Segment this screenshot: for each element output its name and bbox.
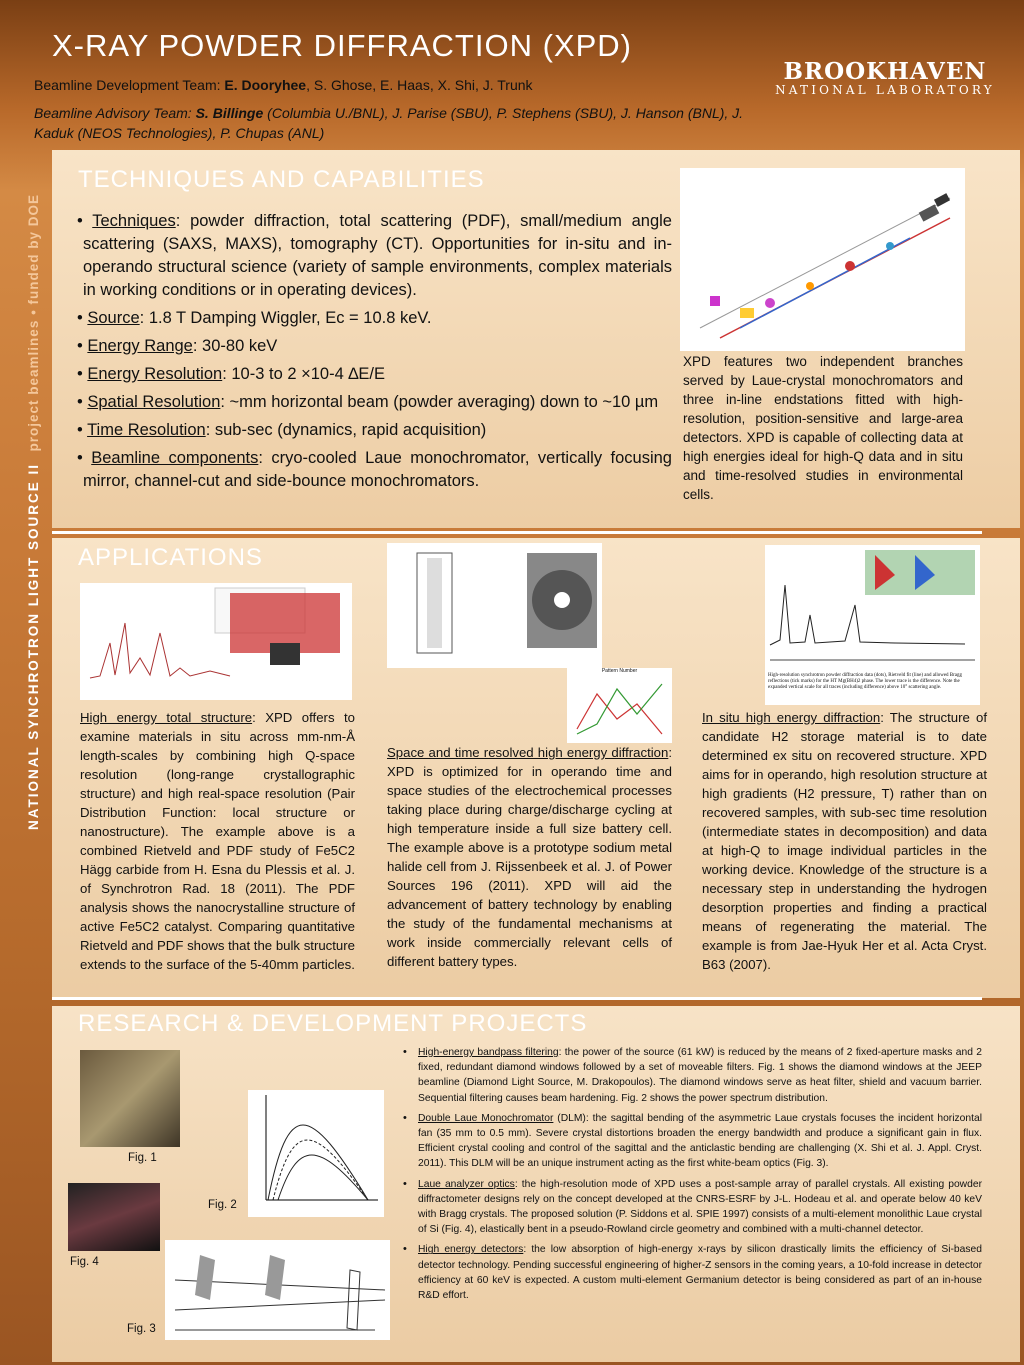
- rietveld-caption: High-resolution synchrotron powder diffraction data (dots), Rietveld fit (line) and allowed Bragg reflections (tick marks) for the HT Mg(BH4)2 phase. The lower trace is the difference. Note the expanded vertical scale for all traces (including difference) above 10° scattering angle.: [768, 673, 963, 690]
- fig3-diagram: [165, 1240, 390, 1340]
- item-label: Energy Resolution: [87, 365, 223, 383]
- pdf-fit-figure: [80, 583, 352, 700]
- techniques-title: TECHNIQUES AND CAPABILITIES: [78, 166, 485, 193]
- fig2-plot: [248, 1090, 384, 1217]
- list-item: • Energy Resolution: 10-3 to 2 ×10-4 ∆E/E: [77, 365, 386, 383]
- divider: [52, 531, 982, 534]
- list-item: • Beamline components: cryo-cooled Laue monochromator, vertically focusing mirror, channel-cut and side-bounce monochromators.: [77, 449, 672, 490]
- item-label: High energy detectors: [418, 1244, 524, 1256]
- col3-label: In situ high energy diffraction: [702, 710, 881, 725]
- col3-body: : The structure of candidate H2 storage material is to date determined ex situ on recovered structure. XPD aims for in operando, high resolution structure at high gradients (H2 pressure, T) rather than on recovered samples, with sub-sec time resolution (intermediate states in decomposition) and data at high-Q to image individual particles in the working device. Knowledge of the structure is a necessary step in understanding the hydrogen desorption properties and finding a practical means of regenerating the material. The example is from Jae-Hyuk Her et al. Acta Cryst. B63 (2007).: [702, 710, 987, 972]
- dev-team-label: Beamline Development Team:: [34, 77, 221, 93]
- list-item: [418, 1045, 982, 1106]
- item-text: : powder diffraction, total scattering (PDF), small/medium angle scattering (SAXS, MAXS), tomography (CT). Opportunities for in-situ and in-operando structural science (variety of sample environments, complex materials in working conditions or in operating devices).: [83, 212, 672, 299]
- list-item: • Time Resolution: sub-sec (dynamics, rapid acquisition): [77, 421, 487, 439]
- rd-list: [418, 1045, 982, 1308]
- fig1-label: Fig. 1: [128, 1152, 157, 1164]
- list-item: [418, 1111, 982, 1172]
- brookhaven-logo: [770, 58, 1000, 98]
- list-item: • Source: 1.8 T Damping Wiggler, Ec = 10.8 keV.: [77, 309, 432, 327]
- item-text: : ~mm horizontal beam (powder averaging) down to ~10 µm: [220, 393, 659, 411]
- adv-team-lead: S. Billinge: [195, 105, 264, 121]
- item-text: (DLM): the sagittal bending of the asymmetric Laue crystals focuses the incident horizontal fan (35 mm to 0.5 mm). Severe crystal distortions broaden the energy bandwidth and produce a significant gain in flux. Efficient crystal cooling and control of the sagittal and the anticlastic bending are challenging (X. Shi et al. J. Appl. Cryst. 2011). This DLM will be an unique instrument acting as the first white-beam optics (Fig. 3).: [418, 1112, 982, 1170]
- logo-main: BROOKHAVEN: [783, 58, 987, 85]
- item-text: : the high-resolution mode of XPD uses a post-sample array of parallel crystals. All existing powder diffractometer designs rely on the concept developed at the CNRS-ESRF by J-L. Hodeau et al. and operate below 40 keV with Bragg crystals. The proposed solution (P. Siddons et al. SPIE 1997) consists of a multi-element monolithic Laue crystal of Si (Fig. 4), elastically bent in a pseudo-Rowland circle geometry and combined with a multi-channel detector.: [418, 1178, 982, 1236]
- fig1-photo: [80, 1050, 180, 1147]
- app-col1-text: [80, 708, 355, 974]
- list-item: • Techniques: powder diffraction, total scattering (PDF), small/medium angle scattering (SAXS, MAXS), tomography (CT). Opportunities for in-situ and in-operando structural science (variety of sample environments, complex materials in working conditions or in operating devices).: [77, 212, 672, 299]
- item-label: Spatial Resolution: [87, 393, 221, 411]
- fig3-label: Fig. 3: [127, 1323, 156, 1335]
- col2-label: Space and time resolved high energy diffraction: [387, 745, 669, 760]
- item-label: Energy Range: [87, 337, 193, 355]
- pattern-number-plot: [567, 668, 672, 743]
- rd-title: RESEARCH & DEVELOPMENT PROJECTS: [78, 1010, 588, 1037]
- item-text: : 1.8 T Damping Wiggler, Ec = 10.8 keV.: [139, 309, 432, 327]
- col1-body: : XPD offers to examine materials in situ across mm-nm-Å length-scales by combining high Q-space resolution (long-range crystallographic structure) and high real-space resolution (Pair Distribution Function: local structure or nanostructure). The example above is a combined Rietveld and PDF study of Fe5C2 Hägg carbide from H. Esna du Plessis et al. J. of Synchrotron Rad. 18 (2011). The PDF analysis shows the nanocrystalline structure of active Fe5C2 catalyst. Comparing quantitative Rietveld and PDF shows that the bulk structure extends to the surface of the 5-40mm particles.: [80, 710, 355, 972]
- item-text: : the power of the source (61 kW) is reduced by the means of 2 fixed-aperture masks and 2 fixed, redundant diamond windows followed by a set of moveable filters. Fig. 1 shows the diamond windows at the JEEP beamline (Diamond Light Source, M. Drakopoulos). The diamond windows serve as heat filter, shield and vacuum barrier. Sequential filtering causes beam hardening. Fig. 2 shows the power spectrum distribution.: [418, 1047, 982, 1104]
- item-text: : sub-sec (dynamics, rapid acquisition): [205, 421, 487, 439]
- col2-body: : XPD is optimized for in operando time and space studies of the electrochemical processes taking place during charge/discharge cycling at high temperature inside a full size battery cell. The example above is a prototype sodium metal halide cell from J. Rijssenbeek et al. J. of Power Sources 196 (2011). XPD will aid the advancement of battery technology by enabling the study of the fundamental mechanisms at work inside commercially relevant cells of different battery types.: [387, 745, 672, 969]
- item-label: Double Laue Monochromator: [418, 1112, 554, 1124]
- sidebar-main-text: NATIONAL SYNCHROTRON LIGHT SOURCE II: [26, 462, 41, 830]
- list-item: [418, 1242, 982, 1303]
- adv-team-line: [34, 103, 744, 143]
- item-label: Techniques: [92, 212, 176, 230]
- beamline-layout-diagram: [680, 168, 965, 351]
- item-label: Source: [87, 309, 140, 327]
- pattern-number-label: Pattern Number: [601, 668, 638, 674]
- rietveld-fit-figure: [765, 545, 980, 705]
- item-label: Laue analyzer optics: [418, 1178, 515, 1190]
- dev-team-line: [34, 77, 533, 93]
- adv-team-rest: (Columbia U./BNL), J. Parise (SBU), P. Stephens (SBU), J. Hanson (BNL), J. Kaduk (NEOS Technologies), P. Chupas (ANL): [34, 105, 744, 141]
- techniques-caption: XPD features two independent branches served by Laue-crystal monochromators and three in-line endstations fitted with high-resolution, position-sensitive and large-area detectors. XPD is capable of collecting data at high energies ideal for high-Q data and in situ and time-resolved studies in environmental cells.: [683, 354, 963, 502]
- dev-team-lead: E. Dooryhee: [224, 77, 307, 93]
- fig4-photo: [68, 1183, 160, 1251]
- col1-label: High energy total structure: [80, 710, 253, 725]
- item-text: : 10-3 to 2 ×10-4 ∆E/E: [222, 365, 386, 383]
- sidebar-vertical-text: [26, 194, 41, 830]
- item-text: : the low absorption of high-energy x-rays by silicon drastically limits the efficiency of Si-based detector technology. Pending successful engineering of higher-Z sensors in the coming years, a 10-fold increase in detector efficiency at 60 keV is expected. A custom multi-element Germanium detector is being considered as part of an in-house R&D effort.: [418, 1244, 982, 1302]
- applications-title: APPLICATIONS: [78, 544, 263, 571]
- list-item: • Spatial Resolution: ~mm horizontal beam (powder averaging) down to ~10 µm: [77, 393, 659, 411]
- battery-cell-figure: [387, 543, 602, 668]
- fig2-label: Fig. 2: [208, 1199, 237, 1211]
- list-item: [418, 1177, 982, 1238]
- item-text: : 30-80 keV: [192, 337, 278, 355]
- list-item: • Energy Range: 30-80 keV: [77, 337, 278, 355]
- page-title: X-RAY POWDER DIFFRACTION (XPD): [52, 28, 632, 63]
- fig4-label: Fig. 4: [70, 1256, 99, 1268]
- dev-team-rest: , S. Ghose, E. Haas, X. Shi, J. Trunk: [306, 77, 533, 93]
- sidebar-funded-text: project beamlines • funded by DOE: [26, 193, 41, 452]
- techniques-list: [78, 210, 672, 498]
- item-text: : cryo-cooled Laue monochromator, vertically focusing mirror, channel-cut and side-bounce monochromators.: [83, 449, 672, 490]
- app-col2-text: [387, 743, 672, 971]
- item-label: Time Resolution: [87, 421, 206, 439]
- adv-team-label: Beamline Advisory Team:: [34, 105, 192, 121]
- divider: [52, 997, 982, 1000]
- item-label: High-energy bandpass filtering: [418, 1047, 559, 1058]
- app-col3-text: [702, 708, 987, 974]
- item-label: Beamline components: [91, 449, 259, 467]
- logo-sub: NATIONAL LABORATORY: [775, 83, 995, 97]
